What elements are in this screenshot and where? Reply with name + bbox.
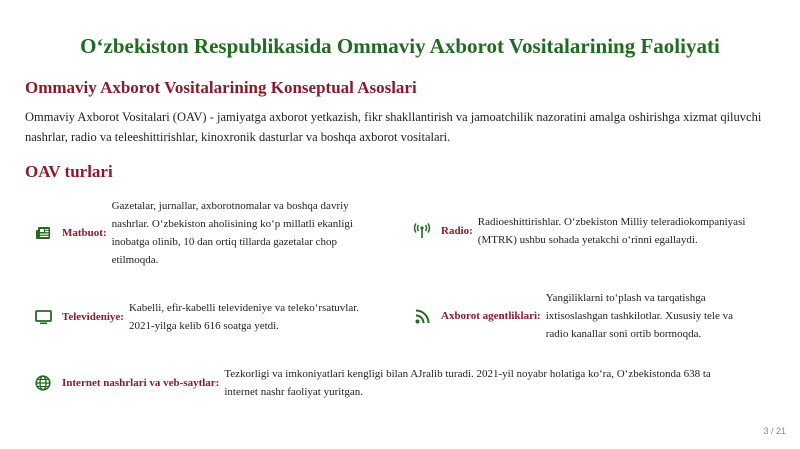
media-type-description: Yangiliklarni to‘plash va tarqatishga ixtisoslashgan tashkilotlar. Xususiy tele va radio kanallar soni ortib bormoqda. — [545, 292, 734, 340]
page-number: 3 / 21 — [763, 426, 786, 436]
newspaper-icon — [34, 224, 52, 242]
section-heading-types: OAV turlari — [25, 162, 113, 181]
media-type-label: Matbuot: — [62, 227, 107, 239]
media-type-description: Radioeshittirishlar. O‘zbekiston Milliy teleradiokompaniyasi (MTRK) ushbu sohada yetakchi o‘rinni egallaydi. — [477, 216, 746, 246]
media-type-label: Radio: — [441, 225, 473, 237]
media-type-internet — [34, 365, 774, 401]
media-type-label: Internet nashrlari va veb-saytlar: — [62, 377, 220, 389]
media-type-label: Televideniye: — [62, 311, 124, 323]
media-type-press — [34, 197, 389, 269]
media-type-radio — [413, 213, 773, 249]
media-type-news-agencies — [413, 289, 773, 343]
media-type-description: Tezkorligi va imkoniyatlari kengligi bilan AJralib turadi. 2021-yil noyabr holatiga ko‘ra, O‘zbekistonda 638 ta internet nashr faoliyat yuritgan. — [224, 368, 711, 398]
media-type-television — [34, 299, 394, 335]
rss-icon — [413, 307, 431, 325]
section-heading-concepts: Ommaviy Axborot Vositalarining Konseptual Asoslari — [25, 78, 417, 97]
globe-icon — [34, 374, 52, 392]
slide-title: O‘zbekiston Respublikasida Ommaviy Axborot Vositalarining Faoliyati — [80, 34, 720, 58]
tv-icon — [34, 308, 52, 326]
radio-tower-icon — [413, 222, 431, 240]
media-type-label: Axborot agentliklari: — [441, 310, 541, 322]
media-type-description: Kabelli, efir-kabelli televideniye va teleko‘rsatuvlar. 2021-yilga kelib 616 soatga yetdi. — [128, 302, 360, 332]
intro-paragraph: Ommaviy Axborot Vositalari (OAV) - jamiyatga axborot yetkazish, fikr shakllantirish va jamoatchilik nazoratini amalga oshirishga xizmat qiluvchi nashrlar, radio va teleeshittirishlar, kinoxronik dasturlar va boshqa axborot vositalari. — [25, 110, 762, 144]
media-type-description: Gazetalar, jurnallar, axborotnomalar va boshqa davriy nashrlar. O‘zbekiston aholisining ko‘p millatli ekanligi inobatga olinib, 10 dan ortiq tillarda gazetalar chop etilmoqda. — [111, 200, 353, 266]
